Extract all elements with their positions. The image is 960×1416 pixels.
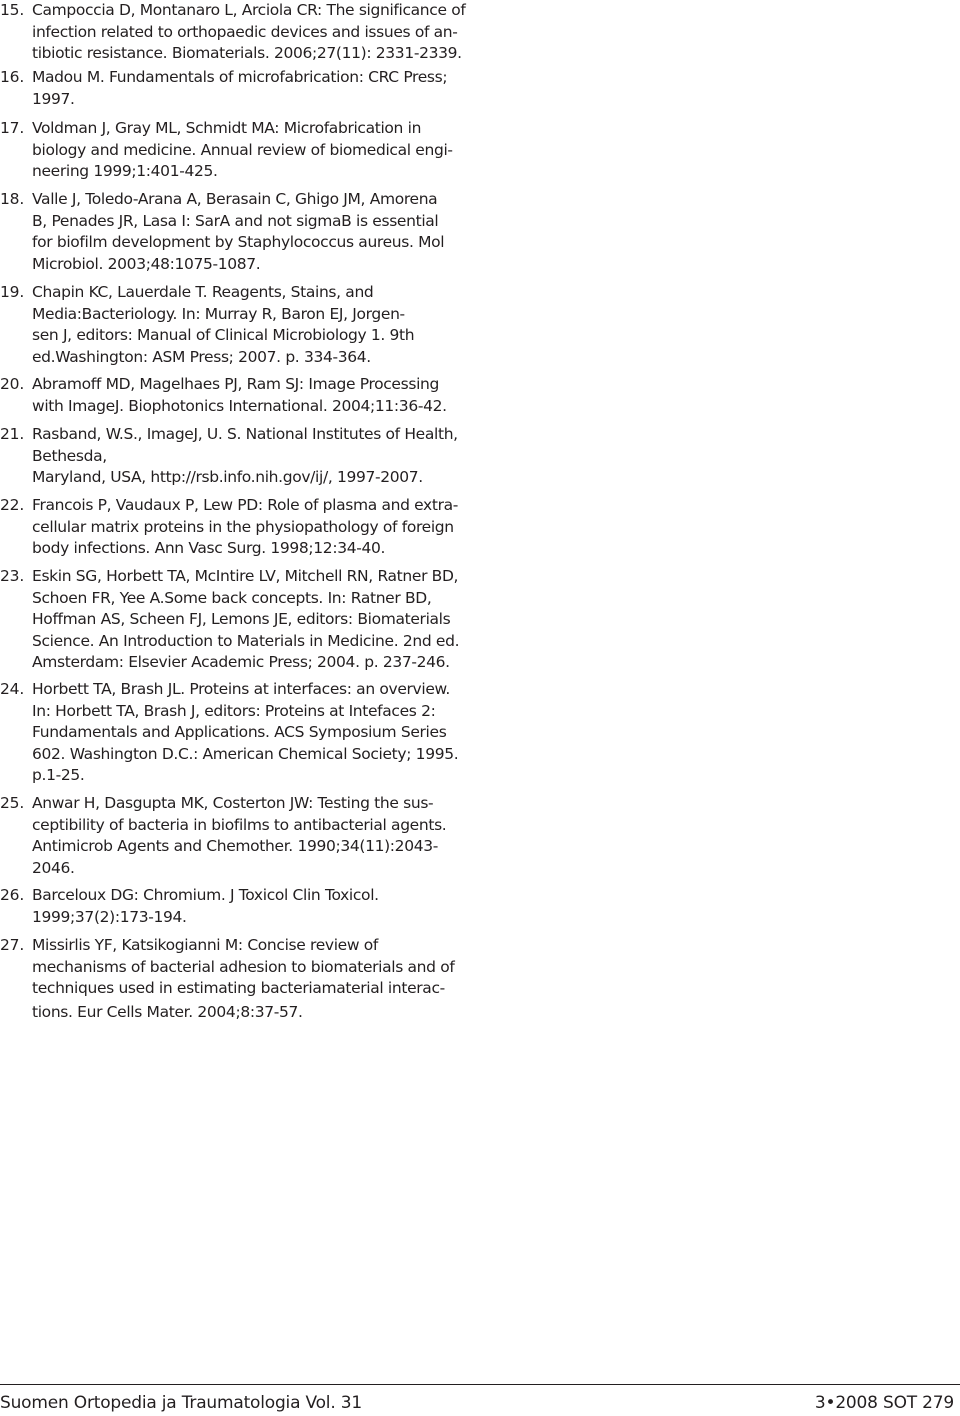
reference-line: Eskin SG, Horbett TA, McIntire LV, Mitchell RN, Ratner BD,	[32, 567, 459, 585]
reference-line: 1997.	[32, 89, 75, 108]
reference-line: neering 1999;1:401-425.	[32, 162, 218, 180]
footer-divider	[0, 1384, 960, 1385]
reference-line: cellular matrix proteins in the physiopathology of foreign	[32, 517, 454, 536]
reference-text	[32, 424, 472, 489]
reference-text	[32, 374, 472, 417]
reference-line: Rasband, W.S., ImageJ, U. S. National Institutes of Health,	[32, 425, 458, 443]
reference-line: Fundamentals and Applications. ACS Symposium Series	[32, 723, 447, 741]
reference-line: Anwar H, Dasgupta MK, Costerton JW: Testing the sus-	[32, 794, 434, 812]
reference-line: tibiotic resistance. Biomaterials. 2006;27(11): 2331-2339.	[32, 44, 462, 62]
reference-text	[32, 495, 472, 560]
reference-line: ceptibility of bacteria in biofilms to antibacterial agents.	[32, 815, 447, 834]
reference-number: 23.	[0, 567, 25, 585]
reference-line: 602. Washington D.C.: American Chemical Society; 1995.	[32, 744, 459, 763]
reference-line: Media:Bacteriology. In: Murray R, Baron EJ, Jorgen-	[32, 304, 405, 323]
reference-line: In: Horbett TA, Brash J, editors: Proteins at Intefaces 2:	[32, 701, 436, 720]
reference-line: Science. An Introduction to Materials in Medicine. 2nd ed.	[32, 631, 460, 650]
reference-line: Missirlis YF, Katsikogianni M: Concise review of	[32, 936, 378, 954]
reference-number: 25.	[0, 794, 25, 812]
reference-line: Horbett TA, Brash JL. Proteins at interfaces: an overview.	[32, 680, 450, 698]
reference-line: p.1-25.	[32, 766, 85, 784]
reference-text	[32, 67, 472, 110]
reference-number: 22.	[0, 496, 25, 514]
reference-text	[32, 679, 472, 787]
reference-line: Chapin KC, Lauerdale T. Reagents, Stains, and	[32, 283, 374, 301]
reference-line: 1999;37(2):173-194.	[32, 907, 187, 926]
reference-line: 2046.	[32, 858, 75, 877]
reference-line: Voldman J, Gray ML, Schmidt MA: Microfabrication in	[32, 119, 422, 137]
reference-line: mechanisms of bacterial adhesion to biomaterials and of	[32, 957, 455, 976]
reference-line: Schoen FR, Yee A.Some back concepts. In: Ratner BD,	[32, 588, 432, 607]
reference-line: sen J, editors: Manual of Clinical Microbiology 1. 9th	[32, 326, 415, 344]
reference-text	[32, 885, 472, 928]
reference-line: for biofilm development by Staphylococcus aureus. Mol	[32, 233, 445, 251]
reference-number: 21.	[0, 425, 25, 443]
reference-line: body infections. Ann Vasc Surg. 1998;12:34-40.	[32, 539, 386, 557]
reference-number: 27.	[0, 936, 25, 954]
reference-number: 16.	[0, 68, 25, 86]
reference-number: 20.	[0, 375, 25, 393]
reference-number: 26.	[0, 886, 25, 904]
reference-line: B, Penades JR, Lasa I: SarA and not sigmaB is essential	[32, 211, 439, 230]
reference-line: Madou M. Fundamentals of microfabrication: CRC Press;	[32, 68, 448, 86]
reference-line: techniques used in estimating bacteriamaterial interac-	[32, 979, 445, 997]
reference-line: with ImageJ. Biophotonics International. 2004;11:36-42.	[32, 396, 447, 415]
reference-text	[32, 0, 472, 65]
reference-number: 19.	[0, 283, 25, 301]
reference-number: 18.	[0, 190, 25, 208]
reference-line: biology and medicine. Annual review of biomedical engi-	[32, 140, 453, 159]
reference-line: Barceloux DG: Chromium. J Toxicol Clin Toxicol.	[32, 886, 379, 904]
reference-text	[32, 566, 472, 674]
reference-text	[32, 935, 472, 1023]
footer-journal-title: Suomen Ortopedia ja Traumatologia Vol. 31	[0, 1393, 362, 1413]
reference-text	[32, 118, 472, 183]
reference-line: Francois P, Vaudaux P, Lew PD: Role of plasma and extra-	[32, 496, 459, 514]
reference-line: tions. Eur Cells Mater. 2004;8:37-57.	[32, 1002, 303, 1021]
reference-number: 15.	[0, 1, 25, 19]
reference-line: Antimicrob Agents and Chemother. 1990;34(11):2043-	[32, 837, 438, 855]
reference-line: Hoffman AS, Scheen FJ, Lemons JE, editors: Biomaterials	[32, 610, 451, 628]
reference-line: Maryland, USA, http://rsb.info.nih.gov/ij/, 1997-2007.	[32, 468, 423, 486]
reference-number: 24.	[0, 680, 25, 698]
reference-line: Abramoff MD, Magelhaes PJ, Ram SJ: Image Processing	[32, 375, 439, 393]
reference-text	[32, 282, 472, 368]
reference-line: Campoccia D, Montanaro L, Arciola CR: The significance of	[32, 1, 466, 19]
reference-line: Valle J, Toledo-Arana A, Berasain C, Ghigo JM, Amorena	[32, 190, 438, 208]
reference-line: Microbiol. 2003;48:1075-1087.	[32, 254, 261, 273]
reference-text	[32, 189, 472, 275]
footer-issue-page: 3•2008 SOT 279	[814, 1393, 954, 1413]
reference-line: Bethesda,	[32, 446, 107, 465]
reference-text	[32, 793, 472, 879]
reference-line: infection related to orthopaedic devices and issues of an-	[32, 22, 458, 41]
reference-line: Amsterdam: Elsevier Academic Press; 2004. p. 237-246.	[32, 653, 450, 671]
reference-number: 17.	[0, 119, 25, 137]
reference-line: ed.Washington: ASM Press; 2007. p. 334-364.	[32, 347, 371, 366]
